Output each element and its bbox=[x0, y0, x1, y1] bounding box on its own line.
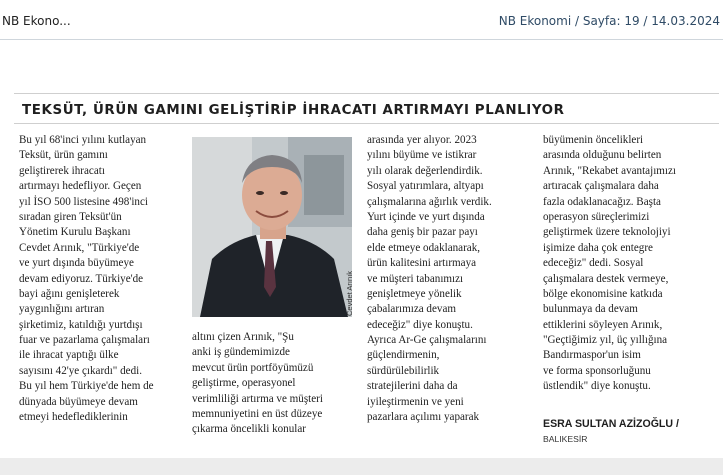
article-line: Ayrıca Ar-Ge çalışmalarını bbox=[367, 334, 487, 347]
article-line: bayi ağını genişleterek bbox=[19, 287, 120, 300]
article-line: devam ediyoruz. Türkiye'de bbox=[19, 272, 144, 285]
top-divider bbox=[14, 93, 719, 94]
article-line: geliştirme, operasyonel bbox=[192, 377, 296, 390]
article-line: ürün kalitesini artırmaya bbox=[367, 257, 477, 270]
article-line: Sosyal yatırımlara, altyapı bbox=[367, 180, 484, 193]
article-line: üstlendik" diye konuştu. bbox=[543, 380, 651, 393]
article-line: genişletmeye yönelik bbox=[367, 287, 462, 300]
article-line: Arınık, "Rekabet avantajımızı bbox=[543, 164, 676, 177]
article-line: operasyon süreçlerimizi bbox=[543, 210, 650, 223]
article-line: anki iş gündemimizde bbox=[192, 346, 290, 359]
article-line: geliştirerek ihracatı bbox=[19, 164, 105, 177]
article-column-4 bbox=[543, 133, 676, 395]
article-line: çalışmalarına ağırlık verdik. bbox=[367, 195, 492, 208]
article-line: artırmayı hedefliyor. Geçen bbox=[19, 180, 142, 193]
article-line: Bu yıl hem Türkiye'de hem de bbox=[19, 380, 154, 393]
article-line: daha geniş bir pazar payı bbox=[367, 226, 478, 239]
portrait-photo bbox=[192, 137, 352, 317]
article-line: mevcut ürün portföyümüzü bbox=[192, 361, 314, 374]
article-line: etmeyi hedeflediklerinin bbox=[19, 411, 128, 424]
article-line: Teksüt, ürün gamını bbox=[19, 149, 108, 162]
article-line: altını çizen Arınık, "Şu bbox=[192, 331, 294, 343]
article-line: memnuniyetini en üst düzeye bbox=[192, 407, 323, 420]
article-line: Bu yıl 68'inci yılını kutlayan bbox=[19, 134, 147, 146]
article-headline: TEKSÜT, ÜRÜN GAMINI GELİŞTİRİP İHRACATI ARTIRMAYI PLANLIYOR bbox=[22, 103, 565, 118]
photo-caption: Cevdet Arınık bbox=[345, 270, 354, 316]
article-line: "Geçtiğimiz yıl, üç yıllığına bbox=[543, 334, 668, 347]
top-bar bbox=[0, 0, 723, 40]
article-line: şirketimiz, katıldığı yurtdışı bbox=[19, 318, 143, 331]
article-line: Bandırmaspor'un isim bbox=[543, 349, 641, 362]
article-column-1 bbox=[19, 133, 154, 425]
article-line: çalışmalara destek vermeye, bbox=[543, 272, 669, 285]
article-line: iyileştirmenin ve yeni bbox=[367, 395, 464, 408]
article-line: bulunmaya da devam bbox=[543, 303, 638, 316]
article-line: sayısını 42'ye çıkardı" dedi. bbox=[19, 364, 142, 377]
article-line: stratejilerini daha da bbox=[367, 380, 458, 393]
publication-short-label: NB Ekono... bbox=[2, 14, 71, 28]
article-line: pazarlara açılımı yaparak bbox=[367, 411, 480, 424]
article-line: çabalarımıza devam bbox=[367, 303, 457, 316]
article-column-3 bbox=[367, 133, 492, 425]
article-line: fazla odaklanacağız. Başta bbox=[543, 195, 661, 208]
article-line: Yönetim Kurulu Başkanı bbox=[19, 226, 131, 239]
article-line: yılı olarak değerlendirdik. bbox=[367, 164, 483, 177]
article-line: ile ihracat yaptığı ülke bbox=[19, 349, 119, 362]
author-location: BALIKESİR bbox=[543, 434, 588, 444]
article-line: fuar ve pazarlama çalışmaları bbox=[19, 334, 150, 347]
portrait-illustration bbox=[192, 137, 352, 317]
article-line: artıracak çalışmalara daha bbox=[543, 180, 659, 193]
article-line: büyümenin öncelikleri bbox=[543, 134, 644, 146]
article-line: Yurt içinde ve yurt dışında bbox=[367, 210, 485, 223]
article-column-2-lower bbox=[192, 330, 323, 438]
article-line: elde etmeye odaklanarak, bbox=[367, 241, 481, 254]
article-line: bölge ekonomisine katkıda bbox=[543, 287, 663, 300]
article-line: dünyada büyümeye devam bbox=[19, 395, 138, 408]
article-line: Cevdet Arınık, "Türkiye'de bbox=[19, 241, 140, 254]
article-line: sıradan giren Teksüt'ün bbox=[19, 210, 122, 223]
article-line: edeceğiz" diye konuştu. bbox=[367, 318, 473, 331]
article-line: arasında yer alıyor. 2023 bbox=[367, 134, 477, 146]
article-line: ve forma sponsorluğunu bbox=[543, 364, 651, 377]
article-line: yaygınlığını artıran bbox=[19, 303, 105, 316]
article-line: ve müşteri tabanımızı bbox=[367, 272, 464, 285]
article-line: sürdürülebilirlik bbox=[367, 364, 440, 377]
publication-page-info: NB Ekonomi / Sayfa: 19 / 14.03.2024 bbox=[498, 14, 720, 28]
article-line: yıl İSO 500 listesine 498'inci bbox=[19, 195, 148, 208]
article-line: verimliliği artırma ve müşteri bbox=[192, 392, 323, 405]
article-line: edeceğiz" dedi. Sosyal bbox=[543, 257, 644, 270]
article-line: arasında olduğunu belirten bbox=[543, 149, 662, 162]
article-line: geliştirmek üzere teknolojiyi bbox=[543, 226, 671, 239]
article-line: ve yurt dışında büyümeye bbox=[19, 257, 134, 270]
article-line: işimize daha çok entegre bbox=[543, 241, 653, 254]
article-line: yılını büyüme ve istikrar bbox=[367, 149, 477, 162]
author-byline: ESRA SULTAN AZİZOĞLU / bbox=[543, 418, 679, 430]
headline-divider bbox=[14, 123, 719, 124]
article-line: güçlendirmenin, bbox=[367, 349, 440, 362]
page-footer-band bbox=[0, 458, 723, 475]
article-line: ettiklerini söyleyen Arınık, bbox=[543, 318, 663, 331]
article-line: çıkarma öncelikli konular bbox=[192, 423, 306, 436]
